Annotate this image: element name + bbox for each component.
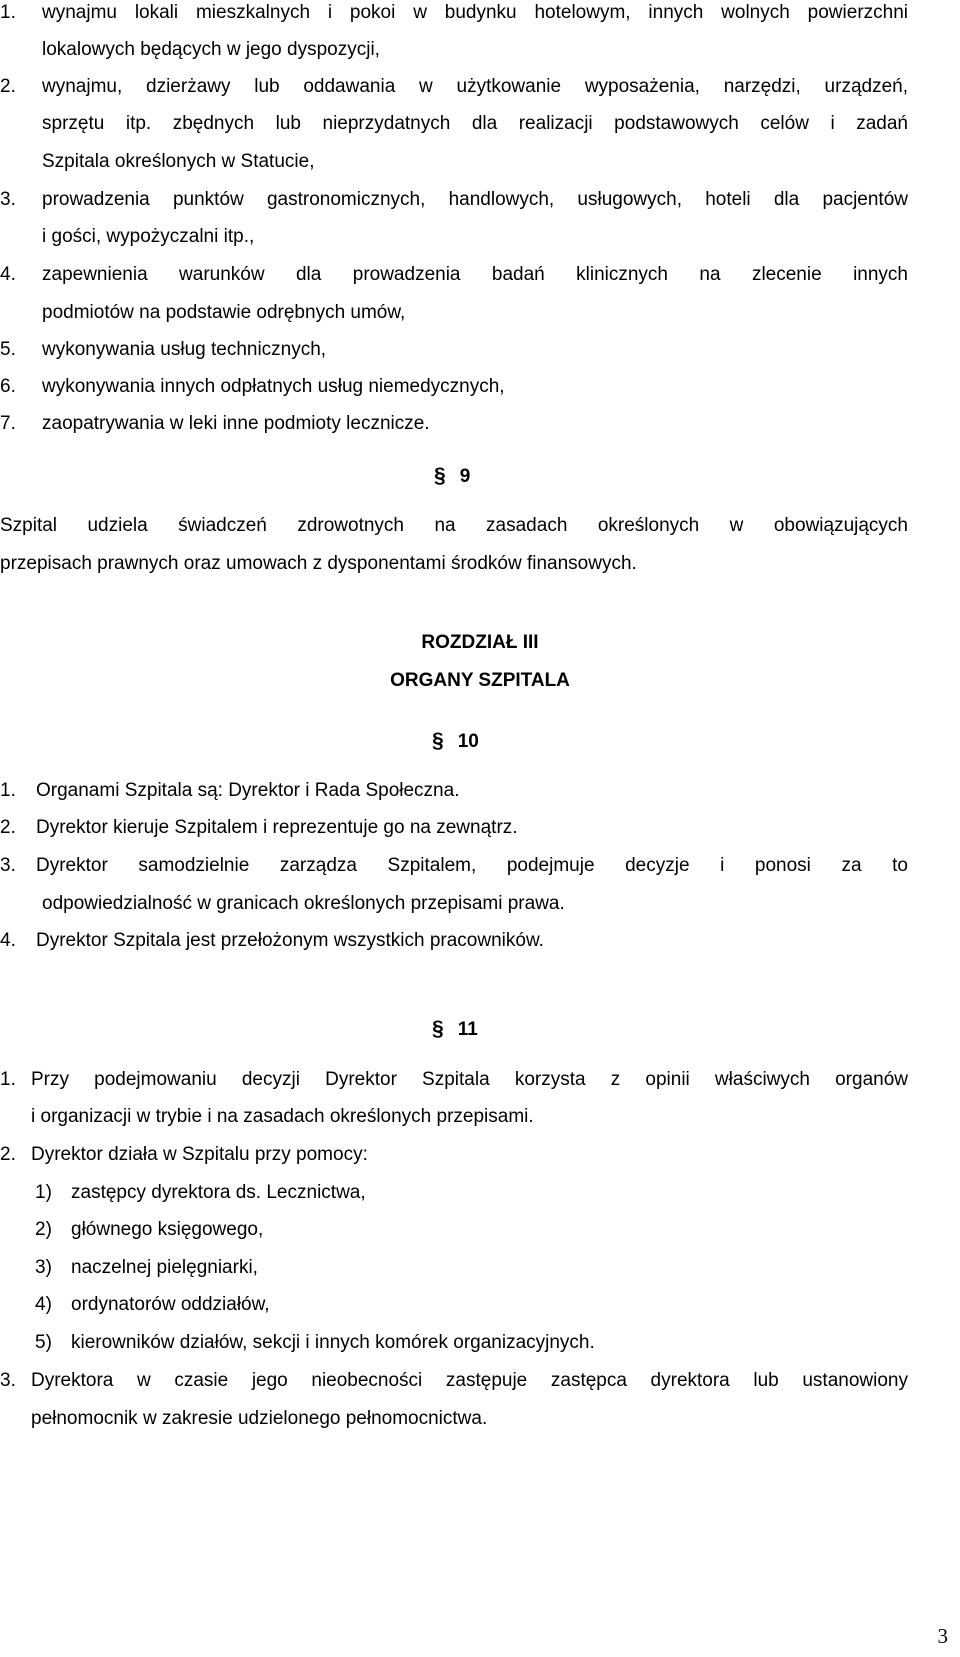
section-number: 10 <box>457 731 479 752</box>
chapter-subtitle: ORGANY SZPITALA <box>390 670 570 691</box>
section-mark: § <box>432 729 444 752</box>
document-page: 1. wynajmu lokali mieszkalnych i pokoi w budynku hotelowym, innych wolnych powierzchni lokalowych będących w jego dyspozycji, 2. wynajmu, dzierżawy lub oddawania w użytkowanie wyposażenia, narzędzi, urządzeń, sprzętu itp. zbędnych lub nieprzydatnych dla realizacji podstawowych celów i zadań Szpitala określonych w Statucie, 3. prowadzenia punktów gastronomicznych, handlowych, usługowych, hoteli dla pacjentów i gości, wypożyczalni itp., 4. zapewnienia warunków dla prowadzenia badań klinicznych na zlecenie innych podmiotów na podstawie odrębnych umów, 5. wykonywania usług technicznych, 6. wykonywania innych odpłatnych usług niemedycznych, 7. zaopatrywania w leki inne podmioty lecznicze. § 9 Szpital udziela świadczeń zdrowotnych na zasadach określonych w obowiązujących przepisach prawnych oraz umowach z dysponentami środków finansowych. ROZDZIAŁ III ORGANY SZPITALA § 10 1. Organami Szpitala są: Dyrektor i Rada Społeczna. 2. Dyrektor kieruje Szpitalem i reprezentuje go na zewnątrz. 3. Dyrektor samodzielnie zarządza Szpitalem, podejmuje decyzje i ponosi za to odpowiedzialność w granicach określonych przepisami prawa. 4. Dyrektor Szpitala jest przełożonym wszystkich pracowników. § 11 1. Przy podejmowaniu decyzji Dyrektor Szpitala korzysta z opinii właściwych organów i organizacji w trybie i na zasadach określonych przepisami. 2. Dyrektor działa w Szpitalu przy pomocy: 1) zastępcy dyrektora ds. Lecznictwa, 2) głównego księgowego, 3) naczelnej pielęgniarki, 4) ordynatorów oddziałów, 5) kierowników działów, sekcji i innych komórek organizacyjnych. 3. Dyrektora w czasie jego nieobecności zastępuje zastępca dyrektora lub ustanowiony pełnomocnik w zakresie udzielonego pełnomocnictwa. 3 <box>0 0 960 1657</box>
section-mark: § <box>434 464 446 487</box>
section-heading-11 <box>432 1016 478 1043</box>
section-number: 11 <box>457 1019 478 1040</box>
section-mark: § <box>432 1017 444 1040</box>
section-number: 9 <box>459 466 471 487</box>
section-heading-9 <box>434 463 470 490</box>
page-number: 3 <box>937 1624 948 1648</box>
section-heading-10 <box>432 728 479 755</box>
chapter-title: ROZDZIAŁ III <box>421 632 539 653</box>
